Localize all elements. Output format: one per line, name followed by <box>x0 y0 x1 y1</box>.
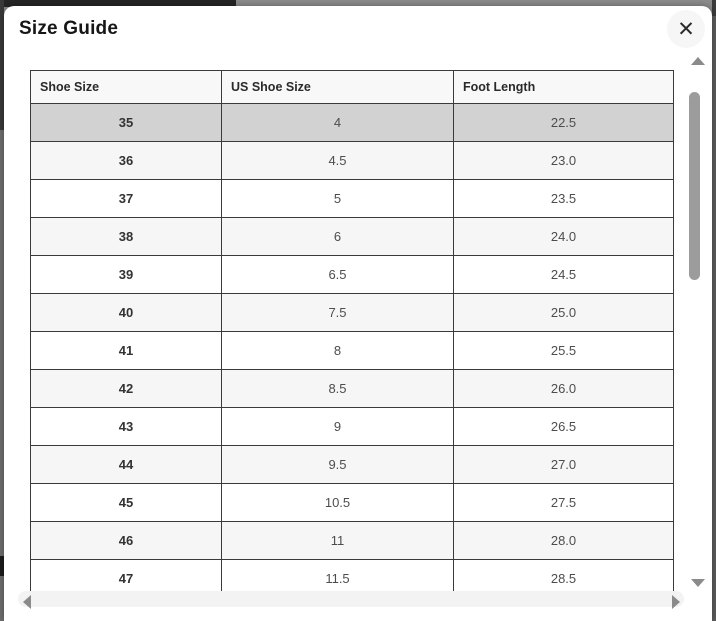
cell-us-shoe-size: 8 <box>222 332 454 370</box>
header-foot-length: Foot Length <box>454 71 674 104</box>
cell-shoe-size: 35 <box>31 104 222 142</box>
cell-foot-length: 23.5 <box>454 180 674 218</box>
cell-us-shoe-size: 4 <box>222 104 454 142</box>
cell-us-shoe-size: 6.5 <box>222 256 454 294</box>
table-row[interactable] <box>31 218 674 256</box>
table-row[interactable] <box>31 294 674 332</box>
cell-shoe-size: 44 <box>31 446 222 484</box>
cell-foot-length: 27.0 <box>454 446 674 484</box>
cell-shoe-size: 45 <box>31 484 222 522</box>
scroll-down-icon[interactable] <box>691 579 705 587</box>
table-row[interactable] <box>31 104 674 142</box>
scroll-right-icon[interactable] <box>672 595 680 609</box>
cell-us-shoe-size: 9.5 <box>222 446 454 484</box>
cell-us-shoe-size: 6 <box>222 218 454 256</box>
size-table-scroll-area[interactable] <box>30 70 674 592</box>
header-shoe-size: Shoe Size <box>31 71 222 104</box>
table-row[interactable] <box>31 446 674 484</box>
cell-shoe-size: 36 <box>31 142 222 180</box>
table-row[interactable] <box>31 522 674 560</box>
cell-us-shoe-size: 7.5 <box>222 294 454 332</box>
cell-us-shoe-size: 10.5 <box>222 484 454 522</box>
horizontal-scrollbar-track[interactable] <box>18 591 684 607</box>
cell-foot-length: 27.5 <box>454 484 674 522</box>
cell-foot-length: 24.5 <box>454 256 674 294</box>
modal-title: Size Guide <box>19 18 119 39</box>
table-row[interactable] <box>31 142 674 180</box>
size-guide-modal <box>4 6 712 621</box>
cell-shoe-size: 42 <box>31 370 222 408</box>
cell-foot-length: 26.0 <box>454 370 674 408</box>
cell-us-shoe-size: 11.5 <box>222 560 454 593</box>
backdrop-right-strip <box>712 0 716 621</box>
vertical-scrollbar-thumb[interactable] <box>689 92 700 280</box>
table-row[interactable] <box>31 370 674 408</box>
cell-us-shoe-size: 9 <box>222 408 454 446</box>
cell-foot-length: 26.5 <box>454 408 674 446</box>
cell-us-shoe-size: 8.5 <box>222 370 454 408</box>
table-row[interactable] <box>31 560 674 593</box>
cell-foot-length: 23.0 <box>454 142 674 180</box>
backdrop-right-strip-dark <box>712 0 716 16</box>
table-row[interactable] <box>31 332 674 370</box>
cell-shoe-size: 40 <box>31 294 222 332</box>
cell-shoe-size: 37 <box>31 180 222 218</box>
close-icon: ✕ <box>677 17 695 41</box>
cell-foot-length: 25.5 <box>454 332 674 370</box>
cell-shoe-size: 47 <box>31 560 222 593</box>
cell-foot-length: 28.5 <box>454 560 674 593</box>
cell-us-shoe-size: 5 <box>222 180 454 218</box>
cell-us-shoe-size: 4.5 <box>222 142 454 180</box>
cell-shoe-size: 46 <box>31 522 222 560</box>
cell-shoe-size: 41 <box>31 332 222 370</box>
size-table <box>30 70 674 592</box>
cell-foot-length: 22.5 <box>454 104 674 142</box>
cell-foot-length: 25.0 <box>454 294 674 332</box>
cell-us-shoe-size: 11 <box>222 522 454 560</box>
cell-foot-length: 24.0 <box>454 218 674 256</box>
cell-shoe-size: 38 <box>31 218 222 256</box>
scroll-up-icon[interactable] <box>691 57 705 65</box>
scroll-left-icon[interactable] <box>23 595 31 609</box>
table-row[interactable] <box>31 484 674 522</box>
close-button[interactable] <box>667 10 705 48</box>
table-row[interactable] <box>31 180 674 218</box>
table-header-row <box>31 71 674 104</box>
table-row[interactable] <box>31 408 674 446</box>
cell-foot-length: 28.0 <box>454 522 674 560</box>
header-us-shoe-size: US Shoe Size <box>222 71 454 104</box>
cell-shoe-size: 43 <box>31 408 222 446</box>
table-body <box>31 104 674 593</box>
table-row[interactable] <box>31 256 674 294</box>
cell-shoe-size: 39 <box>31 256 222 294</box>
